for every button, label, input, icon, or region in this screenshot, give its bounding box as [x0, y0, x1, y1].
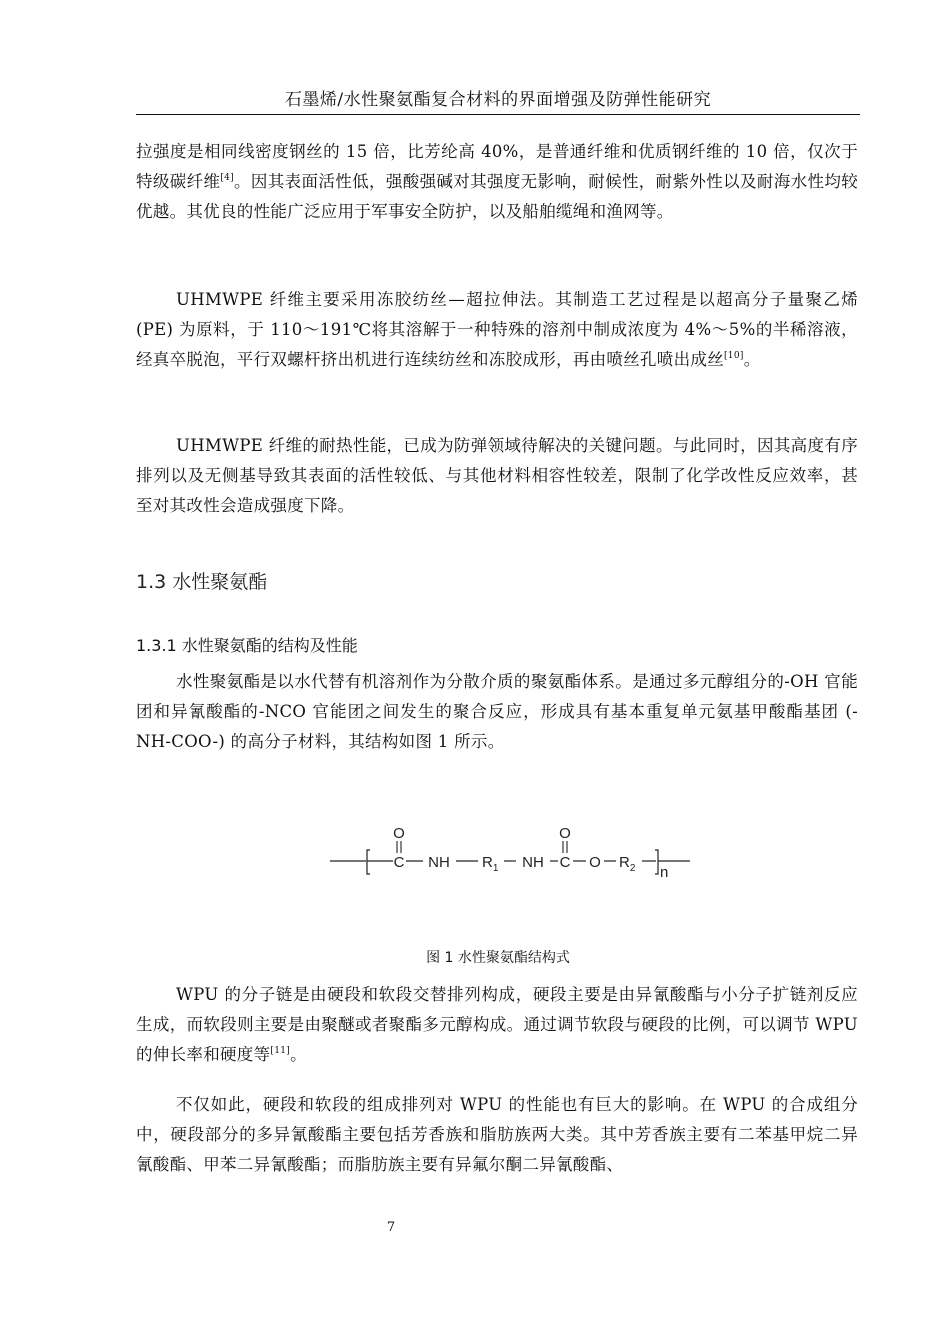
- paragraph-4: 水性聚氨酯是以水代替有机溶剂作为分散介质的聚氨酯体系。是通过多元醇组分的-OH 官能团和异氰酸酯的-NCO 官能团之间发生的聚合反应，形成具有基本重复单元氨基甲酸酯基团 (-NH-COO-) 的高分子材料，其结构如图 1 所示。: [136, 672, 858, 751]
- left-bracket: [367, 850, 370, 874]
- paragraph-1-text: 拉强度是相同线密度钢丝的 15 倍，比芳纶高 40%，是普通纤维和优质钢纤维的 10 倍，仅次于特级碳纤维: [136, 142, 858, 191]
- paragraph-1-text-end: 。因其表面活性低，强酸强碱对其强度无影响，耐候性，耐紫外性以及耐海水性均较优越。其优良的性能广泛应用于军事安全防护，以及船舶缆绳和渔网等。: [136, 172, 858, 221]
- subsection-heading: 1.3.1 水性聚氨酯的结构及性能: [136, 636, 358, 655]
- citation-10: [10]: [724, 351, 744, 361]
- atom-c2: C: [559, 854, 571, 871]
- figure-caption: 图 1 水性聚氨酯结构式: [426, 950, 570, 966]
- atom-o-carbonyl2: O: [559, 825, 571, 842]
- paragraph-3: UHMWPE 纤维的耐热性能，已成为防弹领域待解决的关键问题。与此同时，因其高度有序排列以及无侧基导致其表面的活性较低、与其他材料相容性较差，限制了化学改性反应效率，甚至对其改性会造成强度下降。: [136, 436, 858, 515]
- header-rule: [136, 114, 860, 115]
- running-header: 石墨烯/水性聚氨酯复合材料的界面增强及防弹性能研究: [284, 90, 712, 110]
- citation-11: [11]: [270, 1046, 291, 1056]
- atom-o1: O: [393, 825, 405, 842]
- paragraph-5: [136, 980, 858, 1070]
- polyurethane-structure-diagram: [330, 820, 700, 890]
- citation-4: [4]: [220, 173, 234, 183]
- paragraph-5-text: WPU 的分子链是由硬段和软段交替排列构成，硬段主要是由异氰酸酯与小分子扩链剂反应生成，而软段则主要是由聚醚或者聚酯多元醇构成。通过调节软段与硬段的比例，可以调节 WPU 的伸长率和硬度等: [136, 985, 858, 1064]
- atom-r1: $R_1$: [482, 854, 499, 874]
- page-number: 7: [386, 1220, 396, 1235]
- atom-r2: $R_2$: [619, 854, 636, 874]
- paragraph-2-text-end: 。: [743, 350, 761, 369]
- repeat-index-n: n: [660, 864, 669, 881]
- atom-c1: C: [393, 854, 405, 871]
- structural-formula-figure: [330, 820, 700, 890]
- paragraph-1: [136, 137, 858, 227]
- right-bracket: [655, 850, 658, 874]
- paragraph-2: [136, 285, 858, 375]
- paragraph-6: 不仅如此，硬段和软段的组成排列对 WPU 的性能也有巨大的影响。在 WPU 的合成组分中，硬段部分的多异氰酸酯主要包括芳香族和脂肪族两大类。其中芳香族主要有二苯基甲烷二异氰酸酯、甲苯二异氰酸酯；而脂肪族主要有异氟尔酮二异氰酸酯、: [136, 1095, 858, 1174]
- paragraph-5-text-end: 。: [290, 1045, 307, 1064]
- atom-nh2: NH: [522, 854, 544, 871]
- paragraph-2-text: UHMWPE 纤维主要采用冻胶纺丝—超拉伸法。其制造工艺过程是以超高分子量聚乙烯 (PE) 为原料，于 110～191℃将其溶解于一种特殊的溶剂中制成浓度为 4%～5%的半稀溶液，经真卒脱泡，平行双螺杆挤出机进行连续纺丝和冻胶成形，再由喷丝孔喷出成丝: [136, 290, 858, 369]
- atom-o2: O: [589, 854, 601, 871]
- atom-nh1: NH: [428, 854, 450, 871]
- section-heading: 1.3 水性聚氨酯: [136, 571, 268, 593]
